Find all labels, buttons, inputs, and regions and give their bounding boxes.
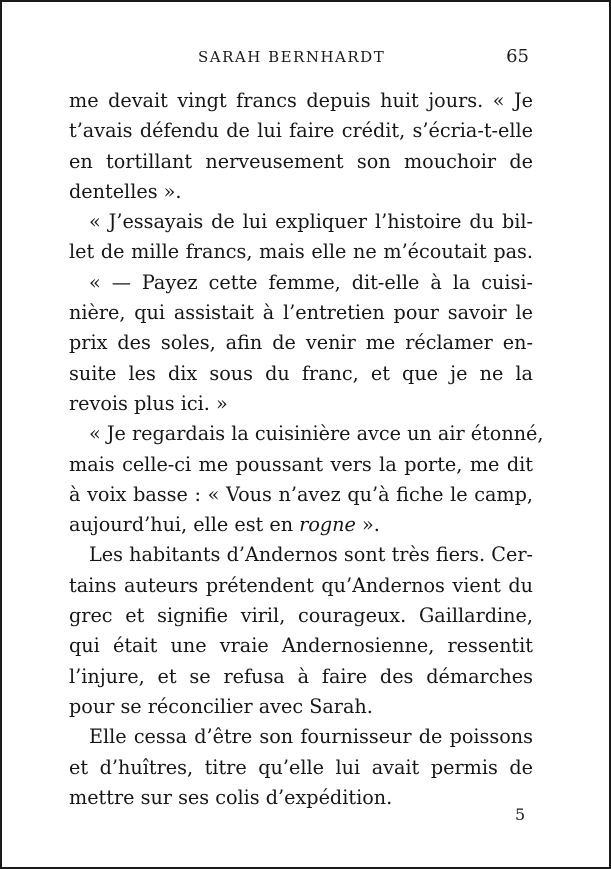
running-title: SARAH BERNHARDT: [198, 48, 386, 66]
body-text: [69, 86, 544, 813]
text-line: en tortillant nerveusement son mouchoir de: [69, 149, 533, 173]
text-line: Elle cessa d’être son fournisseur de poissons: [89, 725, 533, 749]
text-line: [69, 510, 533, 540]
text-line: revois plus ici. »: [69, 391, 228, 415]
text-line: Les habitants d’Andernos sont très fiers. Cer-: [89, 543, 533, 567]
text-line: et d’huîtres, titre qu’elle lui avait permis de: [69, 755, 533, 779]
text-line: grec et signifie viril, courageux. Gaillardine,: [69, 604, 533, 628]
text-line: qui était une vraie Andernosienne, ressentit: [69, 634, 533, 658]
italic-word: rogne: [299, 513, 356, 537]
text-fragment: aujourd’hui, elle est en: [69, 513, 300, 537]
page-number: 65: [506, 46, 529, 67]
text-line: mais celle-ci me poussant vers la porte, me dit: [69, 452, 533, 476]
signature-mark: 5: [515, 805, 526, 824]
text-line: « J’essayais de lui expliquer l’histoire du bil-: [89, 210, 533, 234]
text-line: suite les dix sous du franc, et que je ne la: [69, 361, 533, 385]
text-line: à voix basse : « Vous n’avez qu’à fiche le camp,: [69, 482, 533, 506]
text-line: nière, qui assistait à l’entretien pour savoir le: [69, 301, 533, 325]
text-line: prix des soles, afin de venir me réclamer en-: [69, 331, 533, 355]
text-line: « Je regardais la cuisinière avce un air étonné,: [89, 422, 544, 446]
text-line: mettre sur ses colis d’expédition.: [69, 785, 393, 809]
text-line: t’avais défendu de lui faire crédit, s’écria-t-elle: [69, 119, 533, 143]
text-line: l’injure, et se refusa à faire des démarches: [69, 664, 533, 688]
text-line: pour se réconcilier avec Sarah.: [69, 694, 373, 718]
text-line: let de mille francs, mais elle ne m’écoutait pas.: [69, 240, 533, 264]
text-line: me devait vingt francs depuis huit jours. « Je: [69, 89, 533, 112]
text-fragment: ».: [355, 513, 380, 537]
text-line: tains auteurs prétendent qu’Andernos vient du: [69, 573, 533, 597]
text-line: dentelles ».: [69, 179, 182, 203]
text-line: « — Payez cette femme, dit-elle à la cuisi-: [89, 270, 533, 294]
